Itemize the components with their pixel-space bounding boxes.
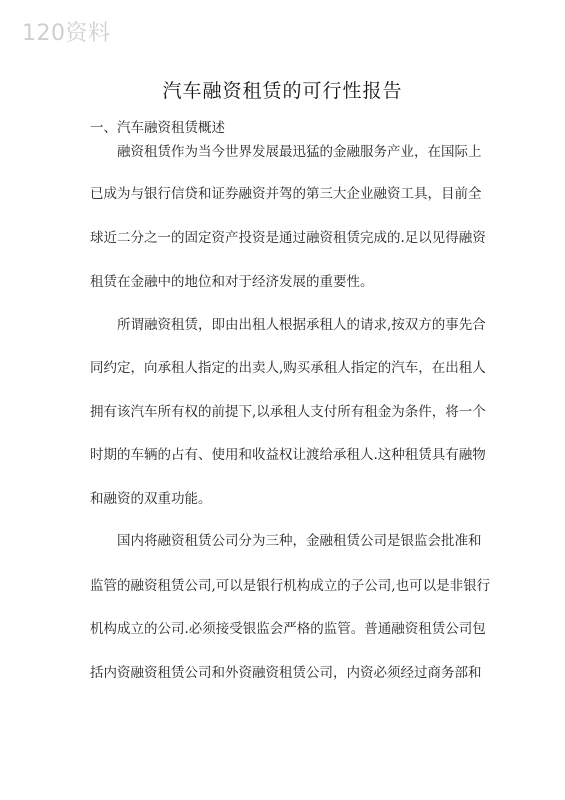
paragraph-2-line-1: 所谓融资租赁，即由出租人根据承租人的请求,按双方的事先合 [117,317,486,333]
section-heading: 一、汽车融资租赁概述 [90,120,225,136]
document-title: 汽车融资租赁的可行性报告 [162,80,403,102]
paragraph-3-line-2: 监管的融资租赁公司,可以是银行机构成立的子公司,也可以是非银行 [90,578,491,594]
paragraph-1-line-4: 租赁在金融中的地位和对于经济发展的重要性。 [90,274,374,290]
paragraph-3-line-1: 国内将融资租赁公司分为三种，金融租赁公司是银监会批准和 [117,533,482,549]
paragraph-1-line-1: 融资租赁作为当今世界发展最迅猛的金融服务产业，在国际上 [117,144,482,160]
paragraph-2-line-2: 同约定，向承租人指定的出卖人,购买承租人指定的汽车，在出租人 [90,360,486,376]
paragraph-2-line-5: 和融资的双重功能。 [90,491,212,507]
paragraph-1-line-2: 已成为与银行信贷和证券融资并驾的第三大企业融资工具，目前全 [90,186,482,202]
paragraph-3-line-3: 机构成立的公司.必须接受银监会严格的监管。普通融资租赁公司包 [90,621,486,637]
paragraph-1-line-3: 球近二分之一的固定资产投资是通过融资租赁完成的.足以见得融资 [90,230,486,246]
paragraph-2-line-3: 拥有该汽车所有权的前提下,以承租人支付所有租金为条件，将一个 [90,404,486,420]
watermark-logo: 120资料 [22,21,111,46]
paragraph-3-line-4: 括内资融资租赁公司和外资融资租赁公司，内资必须经过商务部和 [90,665,482,681]
paragraph-2-line-4: 时期的车辆的占有、使用和收益权让渡给承租人.这种租赁具有融物 [90,447,486,463]
